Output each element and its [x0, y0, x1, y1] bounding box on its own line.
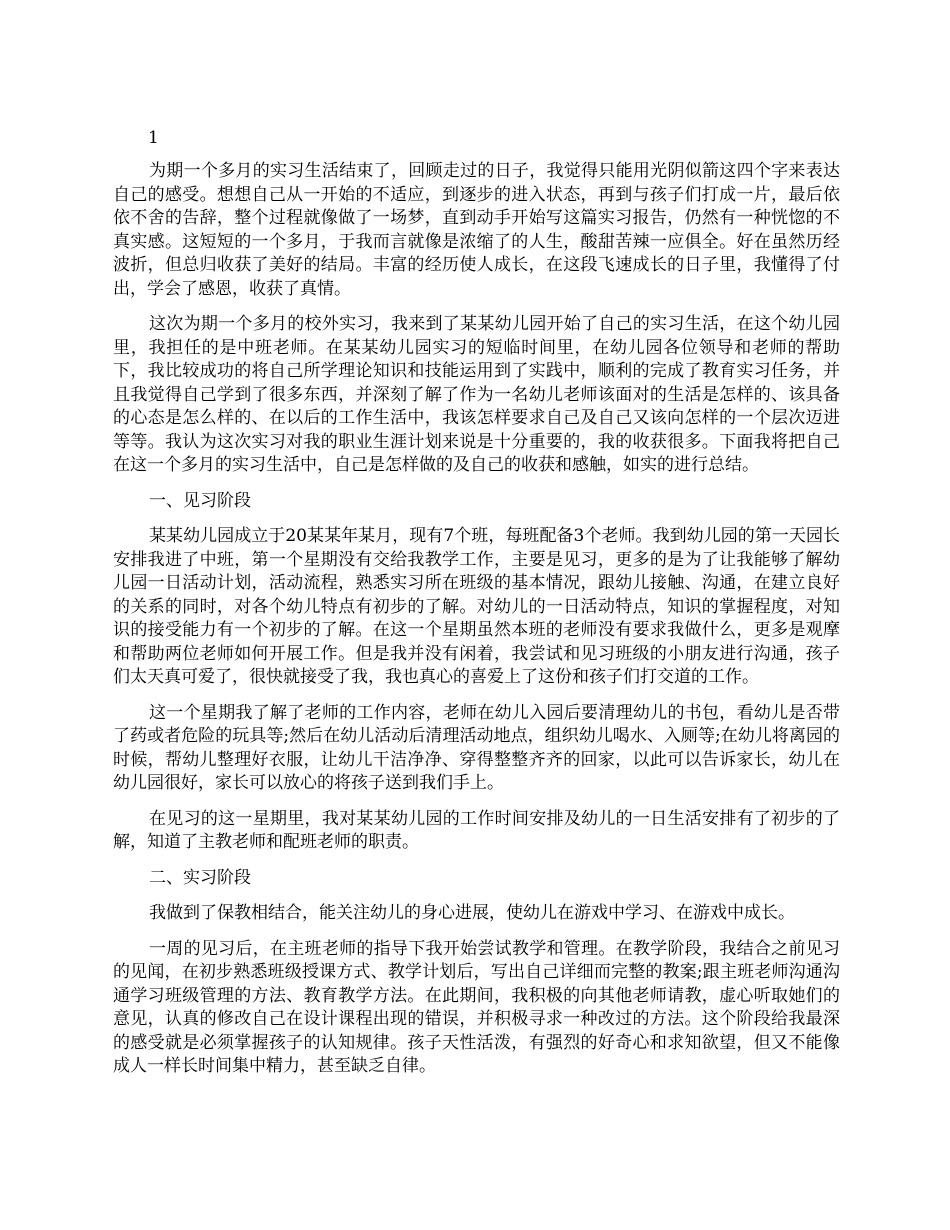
paragraph-observation-1: 某某幼儿园成立于20某某年某月，现有7个班，每班配备3个老师。我到幼儿园的第一天园长安排我进了中班，第一个星期没有交给我教学工作，主要是见习，更多的是为了让我能够了解幼儿园一日活动计划，活动流程，熟悉实习所在班级的基本情况，跟幼儿接触、沟通，在建立良好的关系的同时，对各个幼儿特点有初步的了解。对幼儿的一日活动特点，知识的掌握程度，对知识的接受能力有一个初步的了解。在这一个星期虽然本班的老师没有要求我做什么，更多是观摩和帮助两位老师如何开展工作。但是我并没有闲着，我尝试和见习班级的小朋友进行沟通，孩子们太天真可爱了，很快就接受了我，我也真心的喜爱上了这份和孩子们打交道的工作。 [113, 526, 840, 687]
paragraph-internship-1: 我做到了保教相结合，能关注幼儿的身心进展，使幼儿在游戏中学习、在游戏中成长。 [149, 903, 795, 923]
document-body [113, 160, 840, 1091]
page-number: 1 [148, 128, 159, 148]
section-heading-observation: 一、见习阶段 [149, 490, 251, 511]
section-heading-internship: 二、实习阶段 [149, 867, 251, 888]
paragraph-observation-2: 这一个星期我了解了老师的工作内容，老师在幼儿入园后要清理幼儿的书包，看幼儿是否带了药或者危险的玩具等;然后在幼儿活动后清理活动地点，组织幼儿喝水、入厕等;在幼儿将离园的时候，帮幼儿整理好衣服，让幼儿干洁净净、穿得整整齐齐的回家，以此可以告诉家长，幼儿在幼儿园很好，家长可以放心的将孩子送到我们手上。 [113, 702, 840, 793]
paragraph-overview: 这次为期一个多月的校外实习，我来到了某某幼儿园开始了自己的实习生活，在这个幼儿园里，我担任的是中班老师。在某某幼儿园实习的短临时间里，在幼儿园各位领导和老师的帮助下，我比较成功的将自己所学理论知识和技能运用到了实践中，顺利的完成了教育实习任务，并且我觉得自己学到了很多东西，并深刻了解了作为一名幼儿老师该面对的生活是怎样的、该具备的心态是怎么样的、在以后的工作生活中，我该怎样要求自己及自己又该向怎样的一个层次迈进等等。我认为这次实习对我的职业生涯计划来说是十分重要的，我的收获很多。下面我将把自己在这一个多月的实习生活中，自己是怎样做的及自己的收获和感触，如实的进行总结。 [113, 314, 840, 475]
paragraph-observation-3: 在见习的这一星期里，我对某某幼儿园的工作时间安排及幼儿的一日生活安排有了初步的了解，知道了主教老师和配班老师的职责。 [113, 808, 840, 852]
paragraph-intro: 为期一个多月的实习生活结束了，回顾走过的日子，我觉得只能用光阴似箭这四个字来表达自己的感受。想想自己从一开始的不适应，到逐步的进入状态，再到与孩子们打成一片，最后依依不舍的告辞，整个过程就像做了一场梦，直到动手开始写这篇实习报告，仍然有一种恍惚的不真实感。这短短的一个多月，于我而言就像是浓缩了的人生，酸甜苦辣一应俱全。好在虽然历经波折，但总归收获了美好的结局。丰富的经历使人成长，在这段飞速成长的日子里，我懂得了付出，学会了感恩，收获了真情。 [113, 161, 840, 299]
paragraph-internship-2: 一周的见习后，在主班老师的指导下我开始尝试教学和管理。在教学阶段，我结合之前见习的见闻，在初步熟悉班级授课方式、教学计划后，写出自己详细而完整的教案;跟主班老师沟通沟通学习班级管理的方法、教育教学方法。在此期间，我积极的向其他老师请教，虚心听取她们的意见，认真的修改自己在设计课程出现的错误，并积极寻求一种改过的方法。这个阶段给我最深的感受就是必须掌握孩子的认知规律。孩子天性活泼，有强烈的好奇心和求知欲望，但又不能像成人一样长时间集中精力，甚至缺乏自律。 [113, 938, 840, 1076]
